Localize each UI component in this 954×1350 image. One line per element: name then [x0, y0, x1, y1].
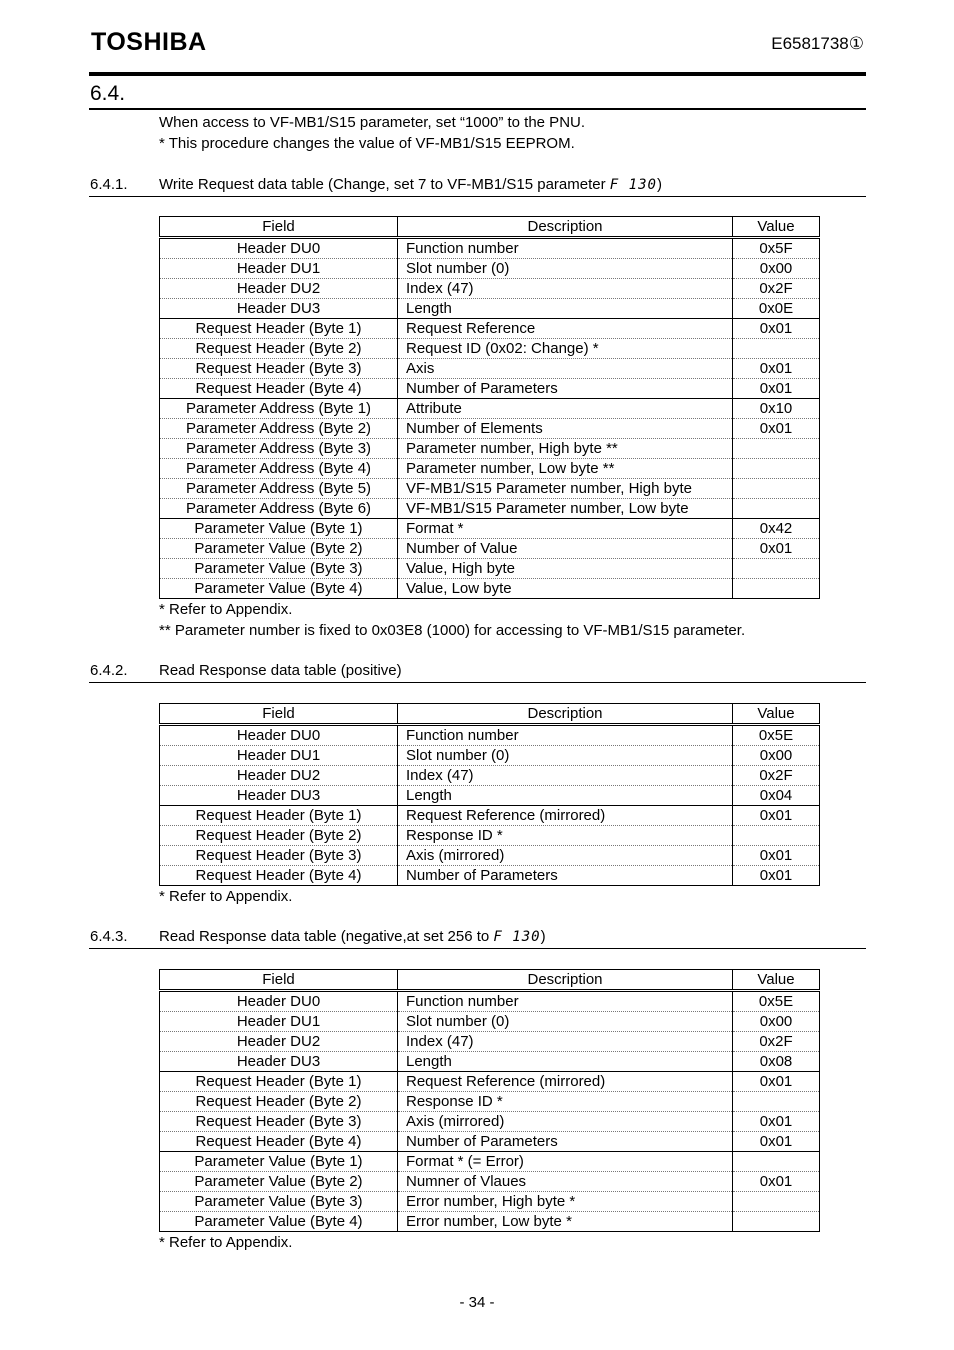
field-cell: Parameter Value (Byte 1): [160, 519, 398, 539]
field-cell: Parameter Address (Byte 2): [160, 419, 398, 439]
table-row: [160, 1132, 820, 1152]
table-row: [160, 725, 820, 746]
description-cell: Number of Parameters: [398, 379, 733, 399]
value-cell: 0x01: [733, 806, 820, 826]
description-cell: VF-MB1/S15 Parameter number, High byte: [398, 479, 733, 499]
value-cell: 0x2F: [733, 1032, 820, 1052]
description-cell: Length: [398, 299, 733, 319]
table-row: [160, 846, 820, 866]
field-cell: Parameter Value (Byte 4): [160, 579, 398, 599]
field-cell: Request Header (Byte 2): [160, 339, 398, 359]
table-row: [160, 766, 820, 786]
value-cell: [733, 479, 820, 499]
subsection-6-4-1-heading: [90, 176, 662, 193]
description-cell: Axis (mirrored): [398, 846, 733, 866]
table-row: [160, 1172, 820, 1192]
value-cell: 0x00: [733, 746, 820, 766]
description-cell: Index (47): [398, 279, 733, 299]
value-cell: [733, 1192, 820, 1212]
value-cell: [733, 459, 820, 479]
write-request-table: [159, 216, 820, 599]
field-cell: Request Header (Byte 3): [160, 846, 398, 866]
table-row: [160, 866, 820, 886]
field-cell: Parameter Address (Byte 1): [160, 399, 398, 419]
table-row: [160, 1212, 820, 1232]
table-row: [160, 1192, 820, 1212]
column-header-description: Description: [398, 704, 733, 725]
column-header-description: Description: [398, 970, 733, 991]
table-row: [160, 786, 820, 806]
description-cell: Number of Elements: [398, 419, 733, 439]
value-cell: 0x04: [733, 786, 820, 806]
description-cell: Index (47): [398, 1032, 733, 1052]
column-header-field: Field: [160, 970, 398, 991]
subsection-rule: [89, 196, 866, 197]
field-cell: Parameter Value (Byte 1): [160, 1152, 398, 1172]
subsection-6-4-3-heading: [90, 928, 546, 945]
description-cell: Request Reference: [398, 319, 733, 339]
value-cell: [733, 559, 820, 579]
parameter-code: F 130: [609, 177, 657, 193]
subsection-rule: [89, 948, 866, 949]
table-row: [160, 539, 820, 559]
subsection-title: Read Response data table (positive): [159, 662, 402, 679]
value-cell: 0x01: [733, 359, 820, 379]
table-row: [160, 339, 820, 359]
description-cell: Value, Low byte: [398, 579, 733, 599]
field-cell: Header DU2: [160, 279, 398, 299]
table-row: [160, 1032, 820, 1052]
description-cell: Format * (= Error): [398, 1152, 733, 1172]
description-cell: Error number, High byte *: [398, 1192, 733, 1212]
value-cell: [733, 826, 820, 846]
field-cell: Header DU3: [160, 299, 398, 319]
subsection-number: 6.4.1.: [90, 176, 128, 193]
table-row: [160, 1012, 820, 1032]
page-number: - 34 -: [459, 1294, 495, 1311]
value-cell: 0x42: [733, 519, 820, 539]
table-row: [160, 439, 820, 459]
subsection-title: Write Request data table (Change, set 7 to VF-MB1/S15 parameter: [159, 176, 610, 193]
description-cell: Error number, Low byte *: [398, 1212, 733, 1232]
description-cell: Number of Parameters: [398, 1132, 733, 1152]
description-cell: Format *: [398, 519, 733, 539]
description-cell: Parameter number, Low byte **: [398, 459, 733, 479]
table-header-row: [160, 970, 820, 991]
column-header-field: Field: [160, 217, 398, 238]
table-row: [160, 479, 820, 499]
value-cell: 0x01: [733, 1132, 820, 1152]
description-cell: Attribute: [398, 399, 733, 419]
description-cell: Numner of Vlaues: [398, 1172, 733, 1192]
field-cell: Request Header (Byte 1): [160, 1072, 398, 1092]
field-cell: Request Header (Byte 1): [160, 319, 398, 339]
description-cell: Axis (mirrored): [398, 1112, 733, 1132]
description-cell: Request Reference (mirrored): [398, 1072, 733, 1092]
description-cell: Length: [398, 1052, 733, 1072]
field-cell: Request Header (Byte 2): [160, 1092, 398, 1112]
table-row: [160, 1152, 820, 1172]
field-cell: Header DU3: [160, 1052, 398, 1072]
value-cell: [733, 1092, 820, 1112]
section-number: 6.4.: [90, 82, 126, 105]
value-cell: [733, 499, 820, 519]
description-cell: Slot number (0): [398, 259, 733, 279]
field-cell: Parameter Address (Byte 3): [160, 439, 398, 459]
table-row: [160, 1112, 820, 1132]
value-cell: 0x10: [733, 399, 820, 419]
field-cell: Parameter Value (Byte 2): [160, 539, 398, 559]
note-appendix: * Refer to Appendix.: [159, 888, 293, 905]
field-cell: Header DU2: [160, 1032, 398, 1052]
field-cell: Parameter Address (Byte 4): [160, 459, 398, 479]
description-cell: Number of Value: [398, 539, 733, 559]
field-cell: Request Header (Byte 1): [160, 806, 398, 826]
subsection-rule: [89, 682, 866, 683]
value-cell: 0x01: [733, 379, 820, 399]
document-number: E6581738①: [771, 34, 864, 53]
field-cell: Header DU3: [160, 786, 398, 806]
table-header-row: [160, 704, 820, 725]
column-header-value: Value: [733, 970, 820, 991]
value-cell: 0x01: [733, 319, 820, 339]
field-cell: Parameter Value (Byte 3): [160, 559, 398, 579]
value-cell: [733, 339, 820, 359]
description-cell: Response ID *: [398, 826, 733, 846]
table-row: [160, 559, 820, 579]
field-cell: Header DU1: [160, 746, 398, 766]
value-cell: [733, 439, 820, 459]
value-cell: 0x01: [733, 1172, 820, 1192]
field-cell: Parameter Value (Byte 4): [160, 1212, 398, 1232]
section-rule: [89, 108, 866, 110]
value-cell: 0x5E: [733, 725, 820, 746]
table-row: [160, 319, 820, 339]
field-cell: Header DU1: [160, 1012, 398, 1032]
note-parameter-number: ** Parameter number is fixed to 0x03E8 (1000) for accessing to VF-MB1/S15 parameter.: [159, 622, 746, 639]
column-header-description: Description: [398, 217, 733, 238]
note-appendix: * Refer to Appendix.: [159, 1234, 293, 1251]
value-cell: 0x01: [733, 846, 820, 866]
value-cell: 0x5E: [733, 991, 820, 1012]
field-cell: Header DU0: [160, 238, 398, 259]
description-cell: Value, High byte: [398, 559, 733, 579]
description-cell: Function number: [398, 725, 733, 746]
value-cell: 0x2F: [733, 279, 820, 299]
field-cell: Header DU0: [160, 991, 398, 1012]
description-cell: Function number: [398, 991, 733, 1012]
toshiba-logo: TOSHIBA: [91, 28, 207, 56]
description-cell: Response ID *: [398, 1092, 733, 1112]
column-header-value: Value: [733, 217, 820, 238]
field-cell: Parameter Address (Byte 6): [160, 499, 398, 519]
description-cell: Slot number (0): [398, 746, 733, 766]
field-cell: Request Header (Byte 2): [160, 826, 398, 846]
value-cell: 0x0E: [733, 299, 820, 319]
field-cell: Parameter Address (Byte 5): [160, 479, 398, 499]
table-row: [160, 806, 820, 826]
value-cell: 0x00: [733, 259, 820, 279]
intro-line-1: When access to VF-MB1/S15 parameter, set “1000” to the PNU.: [159, 114, 586, 131]
field-cell: Header DU2: [160, 766, 398, 786]
value-cell: 0x01: [733, 1112, 820, 1132]
description-cell: Axis: [398, 359, 733, 379]
table-row: [160, 579, 820, 599]
table-row: [160, 499, 820, 519]
subsection-number: 6.4.3.: [90, 928, 128, 945]
negative-response-table: [159, 969, 820, 1232]
table-row: [160, 459, 820, 479]
parameter-code: F 130: [493, 929, 541, 945]
description-cell: Number of Parameters: [398, 866, 733, 886]
positive-response-table: [159, 703, 820, 886]
value-cell: 0x01: [733, 866, 820, 886]
description-cell: Parameter number, High byte **: [398, 439, 733, 459]
field-cell: Header DU0: [160, 725, 398, 746]
description-cell: Slot number (0): [398, 1012, 733, 1032]
value-cell: 0x01: [733, 539, 820, 559]
value-cell: 0x5F: [733, 238, 820, 259]
table-row: [160, 1092, 820, 1112]
table-row: [160, 419, 820, 439]
header-rule: [89, 72, 866, 76]
value-cell: [733, 1152, 820, 1172]
table-row: [160, 399, 820, 419]
column-header-field: Field: [160, 704, 398, 725]
column-header-value: Value: [733, 704, 820, 725]
table-row: [160, 359, 820, 379]
description-cell: Request ID (0x02: Change) *: [398, 339, 733, 359]
subsection-title: Read Response data table (negative,at set 256 to: [159, 928, 494, 945]
description-cell: Length: [398, 786, 733, 806]
table-row: [160, 991, 820, 1012]
field-cell: Parameter Value (Byte 2): [160, 1172, 398, 1192]
subsection-6-4-2-heading: [90, 662, 402, 679]
field-cell: Request Header (Byte 3): [160, 1112, 398, 1132]
table-row: [160, 279, 820, 299]
table-row: [160, 826, 820, 846]
table-row: [160, 299, 820, 319]
subsection-title-close: ): [656, 176, 662, 193]
description-cell: VF-MB1/S15 Parameter number, Low byte: [398, 499, 733, 519]
field-cell: Header DU1: [160, 259, 398, 279]
value-cell: [733, 1212, 820, 1232]
table-row: [160, 1052, 820, 1072]
value-cell: 0x01: [733, 419, 820, 439]
value-cell: 0x2F: [733, 766, 820, 786]
value-cell: 0x08: [733, 1052, 820, 1072]
subsection-title-close: ): [540, 928, 546, 945]
field-cell: Request Header (Byte 4): [160, 1132, 398, 1152]
table-row: [160, 746, 820, 766]
subsection-number: 6.4.2.: [90, 662, 128, 679]
value-cell: 0x01: [733, 1072, 820, 1092]
table-row: [160, 379, 820, 399]
intro-line-2: * This procedure changes the value of VF-MB1/S15 EEPROM.: [159, 135, 575, 152]
field-cell: Parameter Value (Byte 3): [160, 1192, 398, 1212]
table-row: [160, 1072, 820, 1092]
table-row: [160, 519, 820, 539]
field-cell: Request Header (Byte 4): [160, 866, 398, 886]
field-cell: Request Header (Byte 4): [160, 379, 398, 399]
table-header-row: [160, 217, 820, 238]
note-appendix: * Refer to Appendix.: [159, 601, 293, 618]
value-cell: 0x00: [733, 1012, 820, 1032]
field-cell: Request Header (Byte 3): [160, 359, 398, 379]
description-cell: Index (47): [398, 766, 733, 786]
table-row: [160, 259, 820, 279]
description-cell: Request Reference (mirrored): [398, 806, 733, 826]
description-cell: Function number: [398, 238, 733, 259]
table-row: [160, 238, 820, 259]
value-cell: [733, 579, 820, 599]
